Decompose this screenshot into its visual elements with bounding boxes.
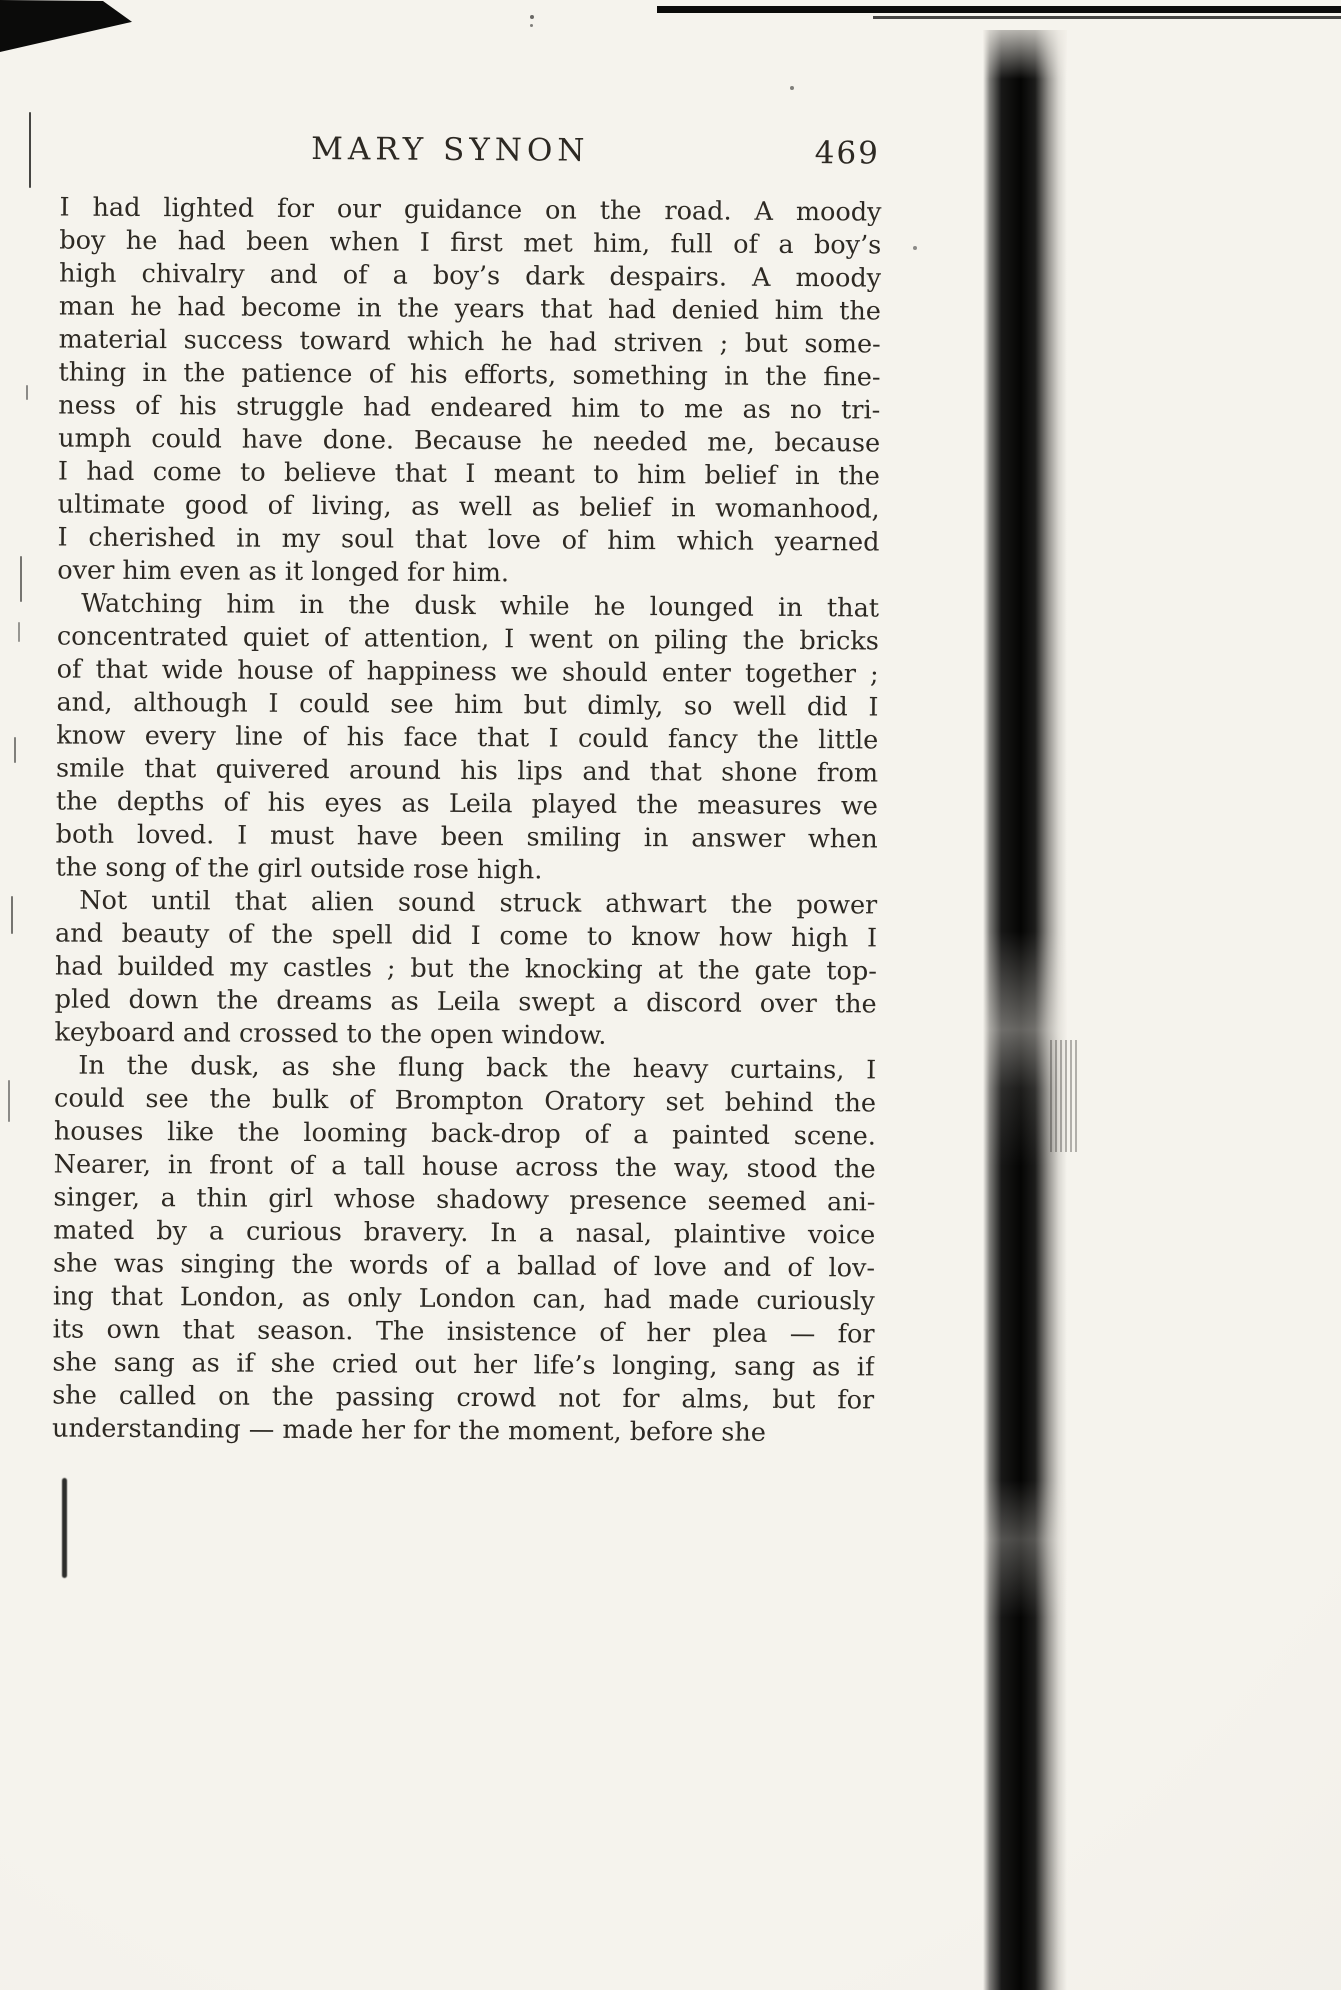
scan-speck — [530, 24, 533, 27]
text-line: she called on the passing crowd not for alms, but for — [52, 1380, 875, 1416]
text-line: and, although I could see him but dimly, so well did I — [56, 687, 879, 723]
text-line: could see the bulk of Brompton Oratory set behind the — [53, 1083, 877, 1119]
scan-speck — [913, 246, 917, 250]
running-title: MARY SYNON — [311, 131, 590, 169]
text-line: she sang as if she cried out her life’s longing, sang as if — [52, 1347, 875, 1383]
scan-mark — [8, 1080, 10, 1122]
text-line: thing in the patience of his efforts, something in the fine- — [58, 357, 881, 393]
page-number: 469 — [814, 135, 880, 172]
text-line: the song of the girl outside rose high. — [55, 852, 543, 886]
text-line: keyboard and crossed to the open window. — [54, 1017, 607, 1051]
scan-mark — [18, 622, 20, 642]
text-line: In the dusk, as she flung back the heavy curtains, I — [78, 1050, 877, 1086]
text-line: I had lighted for our guidance on the road. A moody — [59, 192, 882, 228]
text-line: ness of his struggle had endeared him to me as no tri- — [58, 390, 881, 426]
paragraph — [54, 884, 877, 1054]
scan-speck — [790, 86, 794, 90]
text-line: boy he had been when I first met him, full of a boy’s — [59, 225, 882, 261]
text-line: umph could have done. Because he needed me, because — [58, 423, 881, 459]
scan-artifact-top-line-2 — [873, 16, 1341, 19]
text-line: ultimate good of living, as well as belief in womanhood, — [57, 489, 880, 525]
text-line: understanding — made her for the moment, before she — [51, 1413, 767, 1448]
text-line: houses like the looming back-drop of a painted scene. — [53, 1116, 876, 1152]
scan-artifact-hairlines — [1050, 1040, 1080, 1152]
text-line: the depths of his eyes as Leila played the measures we — [55, 786, 878, 822]
scan-artifact-top-line — [657, 6, 1341, 13]
text-line: know every line of his face that I could fancy the little — [56, 720, 879, 756]
text-line: Watching him in the dusk while he lounged in that — [81, 588, 880, 624]
scan-mark-bottom — [62, 1478, 67, 1578]
scan-speck — [530, 15, 534, 19]
text-line: ing that London, as only London can, had made curiously — [52, 1281, 875, 1317]
paragraph — [52, 1049, 876, 1450]
page-content — [52, 129, 882, 1450]
text-line: man he had become in the years that had denied him the — [58, 291, 882, 327]
text-line: and beauty of the spell did I come to know how high I — [55, 918, 878, 954]
scan-artifact-corner-wedge — [0, 0, 132, 52]
paragraph — [55, 587, 879, 889]
scan-mark — [11, 896, 13, 934]
paragraph — [57, 191, 881, 592]
text-line: Not until that alien sound struck athwart the power — [79, 885, 878, 921]
text-line: she was singing the words of a ballad of love and of lov- — [52, 1248, 876, 1284]
text-line: pled down the dreams as Leila swept a discord over the — [54, 984, 877, 1020]
text-line: over him even as it longed for him. — [57, 555, 510, 589]
page-body — [52, 191, 882, 1450]
text-line: I cherished in my soul that love of him which yearned — [57, 522, 880, 558]
text-line: mated by a curious bravery. In a nasal, plaintive voice — [53, 1215, 876, 1251]
text-line: both loved. I must have been smiling in answer when — [55, 819, 878, 855]
text-line: Nearer, in front of a tall house across the way, stood the — [53, 1149, 876, 1185]
text-line: high chivalry and of a boy’s dark despairs. A moody — [59, 258, 882, 294]
scan-mark — [26, 385, 28, 400]
text-line: I had come to believe that I meant to him belief in the — [57, 456, 880, 492]
text-line: its own that season. The insistence of her plea — for — [52, 1314, 875, 1350]
text-line: material success toward which he had striven ; but some- — [58, 324, 881, 360]
text-line: singer, a thin girl whose shadowy presence seemed ani- — [53, 1182, 876, 1218]
text-line: concentrated quiet of attention, I went on piling the bricks — [56, 621, 879, 657]
scan-mark — [20, 556, 22, 602]
scan-artifact-right-band — [983, 30, 1067, 1990]
text-line: of that wide house of happiness we should enter together ; — [56, 654, 879, 690]
text-line: had builded my castles ; but the knocking at the gate top- — [54, 951, 877, 987]
page-header — [60, 129, 882, 180]
text-line: smile that quivered around his lips and that shone from — [56, 753, 879, 789]
scan-mark — [29, 112, 31, 188]
scan-mark — [14, 737, 16, 763]
